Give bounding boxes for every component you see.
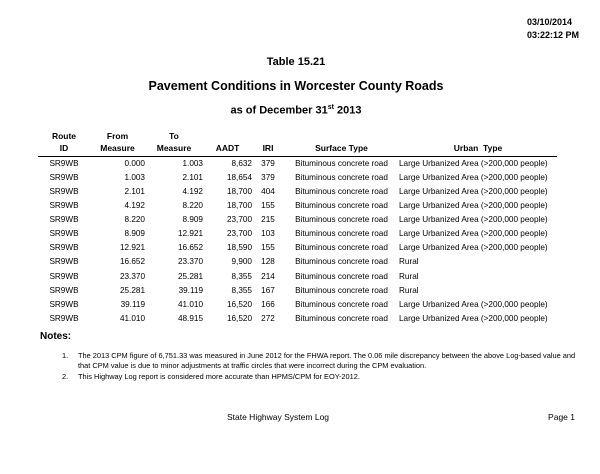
col-header-route-line1: Route: [51, 131, 77, 141]
note-text: This Highway Log report is considered more accurate than HPMS/CPM for EOY-2012.: [78, 371, 360, 381]
table-cell: 128: [261, 257, 275, 267]
table-body: [38, 157, 557, 326]
subtitle-suffix: 2013: [333, 104, 362, 117]
table-cell: 25.281: [177, 271, 203, 281]
note-text: The 2013 CPM figure of 6,751.33 was measured in June 2012 for the FHWA report. The 0.06 mile discrepancy between the above Log-based value and that CPM value is due to minor adjustments at traffic circles that were incorrect during the CPM evaluation.: [78, 351, 576, 371]
table-cell: 23,700: [226, 229, 252, 239]
table-cell: 12.921: [119, 243, 145, 253]
table-cell: 18,700: [226, 187, 252, 197]
notes-list: [62, 351, 578, 382]
footer-title: State Highway System Log: [226, 412, 330, 422]
table-cell: SR9WB: [49, 215, 79, 225]
table-row: [38, 227, 557, 241]
table-cell: SR9WB: [49, 285, 79, 295]
table-cell: 9,900: [231, 257, 252, 267]
table-cell: 2.101: [124, 187, 145, 197]
page-title: Pavement Conditions in Worcester County Roads: [148, 79, 444, 93]
table-cell: 8.220: [124, 215, 145, 225]
table-cell: Bituminous concrete road: [295, 271, 388, 281]
table-row: [38, 298, 557, 312]
table-cell: Rural: [399, 285, 419, 295]
table-cell: 103: [261, 229, 275, 239]
table-cell: 272: [261, 313, 275, 323]
table-cell: Rural: [399, 257, 419, 267]
col-header-iri: IRI: [252, 142, 284, 157]
table-header-row-2: [38, 142, 557, 157]
table-cell: 48.915: [177, 313, 203, 323]
table-cell: Bituminous concrete road: [295, 229, 388, 239]
table-cell: 16,520: [226, 299, 252, 309]
table-cell: 167: [261, 285, 275, 295]
table-cell: 4.192: [124, 201, 145, 211]
table-cell: 25.281: [119, 285, 145, 295]
table-cell: Bituminous concrete road: [295, 172, 388, 182]
table-cell: Bituminous concrete road: [295, 158, 388, 168]
table-cell: 215: [261, 215, 275, 225]
table-cell: 379: [261, 172, 275, 182]
table-cell: SR9WB: [49, 243, 79, 253]
table-cell: 8,632: [231, 158, 252, 168]
table-cell: SR9WB: [49, 299, 79, 309]
note-number: 1.: [62, 351, 69, 360]
table-cell: Bituminous concrete road: [295, 257, 388, 267]
table-cell: Bituminous concrete road: [295, 299, 388, 309]
table-cell: 23.370: [177, 257, 203, 267]
table-cell: 2.101: [182, 172, 203, 182]
table-cell: SR9WB: [49, 187, 79, 197]
table-cell: Large Urbanized Area (>200,000 people): [399, 229, 548, 239]
table-cell: 155: [261, 243, 275, 253]
table-number-heading: Table 15.21: [266, 56, 326, 68]
table-header-row-1: [38, 130, 557, 142]
col-header-from-measure: Measure: [90, 142, 145, 157]
table-cell: 404: [261, 187, 275, 197]
table-row: [38, 185, 557, 199]
table-cell: Large Urbanized Area (>200,000 people): [399, 215, 548, 225]
table-cell: Large Urbanized Area (>200,000 people): [399, 201, 548, 211]
table-cell: 18,654: [226, 172, 252, 182]
table-cell: 4.192: [182, 187, 203, 197]
col-header-route-id: ID: [38, 142, 90, 157]
table-header: [38, 130, 557, 157]
table-cell: Bituminous concrete road: [295, 285, 388, 295]
table-cell: SR9WB: [49, 271, 79, 281]
printed-date: 03/10/2014: [526, 17, 573, 27]
table-cell: 16.652: [177, 243, 203, 253]
table-row: [38, 213, 557, 227]
page-subtitle: [0, 104, 592, 117]
table-row: [38, 312, 557, 326]
table-cell: 39.119: [178, 285, 203, 295]
table-cell: 8.909: [182, 215, 203, 225]
note-number: 2.: [62, 371, 69, 381]
col-header-from-line1: From: [106, 131, 129, 141]
table-cell: 8,355: [231, 271, 252, 281]
table-cell: 8.220: [182, 201, 203, 211]
note-item: [62, 351, 578, 372]
pavement-conditions-table: [38, 130, 557, 326]
table-cell: Large Urbanized Area (>200,000 people): [399, 187, 548, 197]
table-cell: Large Urbanized Area (>200,000 people): [399, 172, 548, 182]
col-header-surface-type: Surface Type: [284, 142, 399, 157]
table-cell: 379: [261, 158, 275, 168]
note-item: [62, 372, 578, 382]
table-cell: 23.370: [119, 271, 145, 281]
table-cell: 18,590: [226, 243, 252, 253]
table-cell: 0.000: [124, 158, 145, 168]
table-cell: Bituminous concrete road: [295, 215, 388, 225]
table-cell: 16.652: [119, 257, 145, 267]
table-cell: 8,355: [231, 285, 252, 295]
page-number: Page 1: [548, 412, 575, 422]
table-row: [38, 171, 557, 185]
subtitle-prefix: as of December 31: [230, 104, 328, 117]
table-row: [38, 256, 557, 270]
table-cell: 1.003: [182, 158, 203, 168]
printed-time: 03:22:12 PM: [526, 30, 579, 40]
table-cell: SR9WB: [49, 313, 79, 323]
subtitle-ordinal: st: [327, 104, 334, 111]
table-row: [38, 157, 557, 172]
table-cell: Large Urbanized Area (>200,000 people): [399, 158, 548, 168]
col-header-surface-line1: [284, 130, 399, 142]
table-cell: 41.010: [119, 313, 145, 323]
col-header-aadt-line1: [203, 130, 252, 142]
notes-heading: Notes:: [40, 331, 72, 342]
table-row: [38, 199, 557, 213]
table-cell: Bituminous concrete road: [295, 201, 388, 211]
col-header-urban-line1: [399, 130, 557, 142]
table-cell: Bituminous concrete road: [295, 187, 388, 197]
table-row: [38, 270, 557, 284]
table-cell: 1.003: [124, 172, 145, 182]
table-cell: Large Urbanized Area (>200,000 people): [399, 313, 548, 323]
table-cell: 41.010: [177, 299, 203, 309]
table-cell: SR9WB: [49, 201, 79, 211]
print-timestamp: [527, 16, 579, 42]
table-cell: Bituminous concrete road: [295, 243, 388, 253]
table-cell: 23,700: [226, 215, 252, 225]
table-cell: 214: [261, 271, 275, 281]
table-cell: 39.119: [120, 299, 145, 309]
table-cell: 8.909: [124, 229, 145, 239]
table-cell: Bituminous concrete road: [295, 313, 388, 323]
table-cell: 18,700: [226, 201, 252, 211]
table-cell: SR9WB: [49, 257, 79, 267]
col-header-urban-type: Urban Type: [399, 142, 557, 157]
col-header-to-line1: To: [169, 131, 179, 141]
table-cell: 166: [261, 299, 275, 309]
table-cell: 16,520: [226, 313, 252, 323]
table-cell: 12.921: [177, 229, 203, 239]
table-row: [38, 241, 557, 255]
table-cell: SR9WB: [49, 158, 79, 168]
table-cell: 155: [261, 201, 275, 211]
col-header-iri-line1: [252, 130, 284, 142]
table-cell: Large Urbanized Area (>200,000 people): [399, 243, 548, 253]
table-cell: Rural: [399, 271, 419, 281]
table-cell: SR9WB: [49, 229, 79, 239]
table-cell: SR9WB: [49, 172, 79, 182]
table-row: [38, 284, 557, 298]
col-header-to-measure: Measure: [145, 142, 203, 157]
table-cell: Large Urbanized Area (>200,000 people): [399, 299, 548, 309]
col-header-aadt: AADT: [203, 142, 252, 157]
